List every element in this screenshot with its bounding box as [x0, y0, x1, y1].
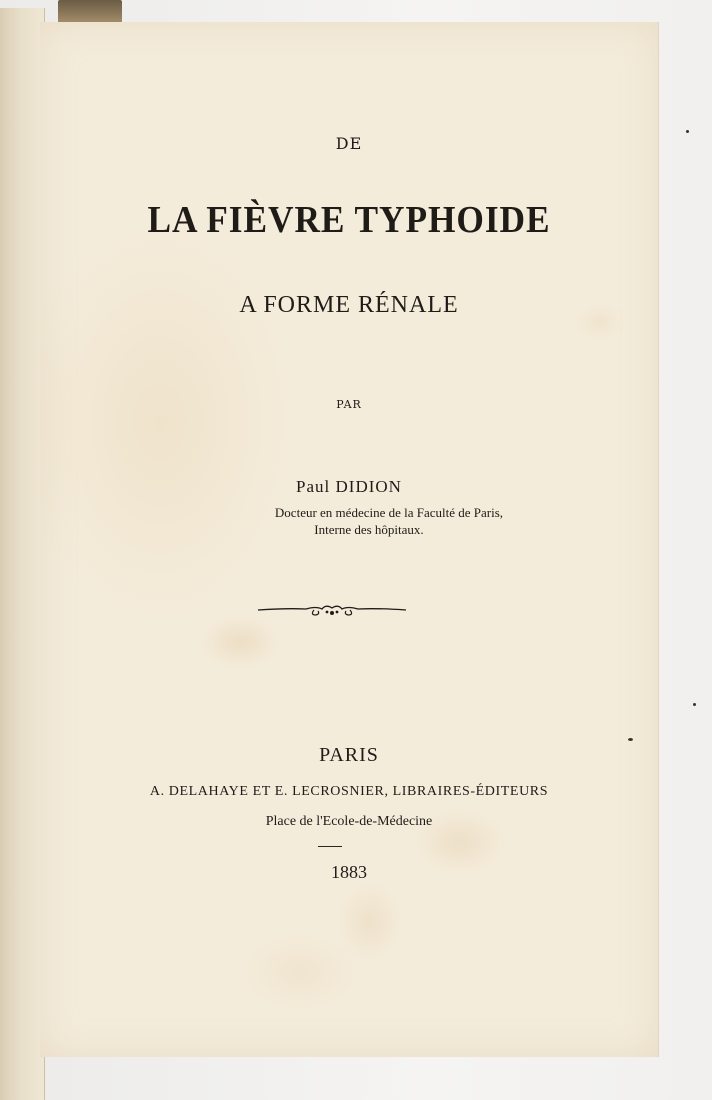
ornament-divider-icon: [256, 596, 408, 620]
author-credentials-line-2: Interne des hôpitaux.: [314, 522, 424, 537]
book-title: LA FIÈVRE TYPHOIDE: [147, 199, 551, 241]
publisher-address: Place de l'Ecole-de-Médecine: [265, 814, 433, 829]
speck: [628, 738, 633, 741]
publication-city: PARIS: [319, 744, 379, 766]
book-subtitle: A FORME RÉNALE: [239, 292, 459, 318]
dash-divider: [318, 846, 342, 847]
by-line: PAR: [336, 398, 362, 411]
title-preposition: DE: [335, 134, 363, 153]
title-page: [40, 22, 659, 1057]
book-headband: [58, 0, 122, 24]
publisher: A. DELAHAYE ET E. LECROSNIER, LIBRAIRES-ÉDITEURS: [149, 784, 549, 799]
publication-year: 1883: [331, 862, 367, 882]
author-name: Paul DIDION: [296, 477, 402, 496]
speck: [686, 130, 689, 133]
speck: [693, 703, 696, 706]
author-credentials-line-1: Docteur en médecine de la Faculté de Paris,: [274, 505, 504, 520]
book-spine: [0, 8, 45, 1100]
